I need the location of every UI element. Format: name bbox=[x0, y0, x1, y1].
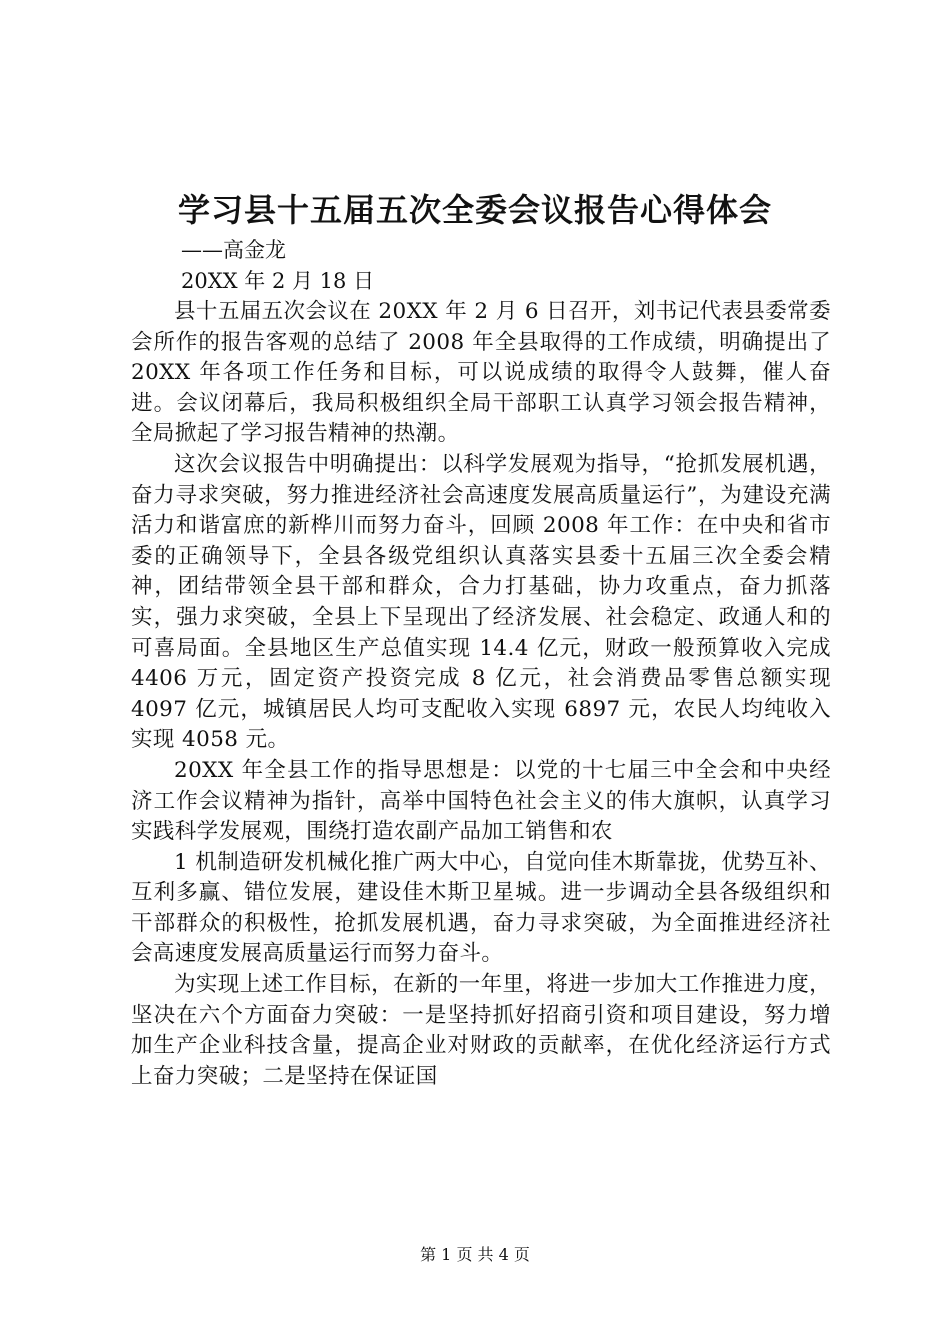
paragraph: 为实现上述工作目标，在新的一年里，将进一步加大工作推进力度，坚决在六个方面奋力突破：一是坚持抓好招商引资和项目建设，努力增加生产企业科技含量，提高企业对财政的贡献率，在优化经济运行方式上奋力突破；二是坚持在保证国 bbox=[131, 972, 832, 1089]
paragraph: 县十五届五次会议在 20XX 年 2 月 6 日召开，刘书记代表县委常委会所作的报告客观的总结了 2008 年全县取得的工作成绩，明确提出了 20XX 年各项工作任务和目标，可以说成绩的取得令人鼓舞，催人奋进。会议闭幕后，我局积极组织全局干部职工认真学习领会报告精神，全局掀起了学习报告精神的热潮。 bbox=[131, 299, 831, 447]
document-title: 学习县十五届五次全委会议报告心得体会 bbox=[177, 191, 772, 229]
page-number-footer: 第 1 页 共 4 页 bbox=[420, 1245, 530, 1264]
paragraph: 1 机制造研发机械化推广两大中心，自觉向佳木斯靠拢，优势互补、互利多赢、错位发展，建设佳木斯卫星城。进一步调动全县各级组织和干部群众的积极性，抢抓发展机遇，奋力寻求突破，为全面推进经济社会高速度发展高质量运行而努力奋斗。 bbox=[131, 849, 831, 967]
document-body bbox=[131, 297, 831, 1092]
paragraph: 这次会议报告中明确提出：以科学发展观为指导，“抢抓发展机遇，奋力寻求突破，努力推进经济社会高速度发展高质量运行”，为建设充满活力和谐富庶的新桦川而努力奋斗，回顾 2008 年工作：在中央和省市委的正确领导下，全县各级党组织认真落实县委十五届三次全委会精神，团结带领全县干部和群众，合力打基础，协力攻重点，奋力抓落实，强力求突破，全县上下呈现出了经济发展、社会稳定、政通人和的可喜局面。全县地区生产总值实现 14.4 亿元，财政一般预算收入完成 4406 万元，固定资产投资完成 8 亿元，社会消费品零售总额实现 4097 亿元，城镇居民人均可支配收入实现 6897 元，农民人均纯收入实现 4058 元。 bbox=[131, 451, 831, 753]
date-line: 20XX 年 2 月 18 日 bbox=[181, 269, 375, 293]
author-line: ——高金龙 bbox=[181, 238, 286, 262]
paragraph: 20XX 年全县工作的指导思想是：以党的十七届三中全会和中央经济工作会议精神为指针，高举中国特色社会主义的伟大旗帜，认真学习实践科学发展观，围绕打造农副产品加工销售和农 bbox=[131, 757, 831, 845]
